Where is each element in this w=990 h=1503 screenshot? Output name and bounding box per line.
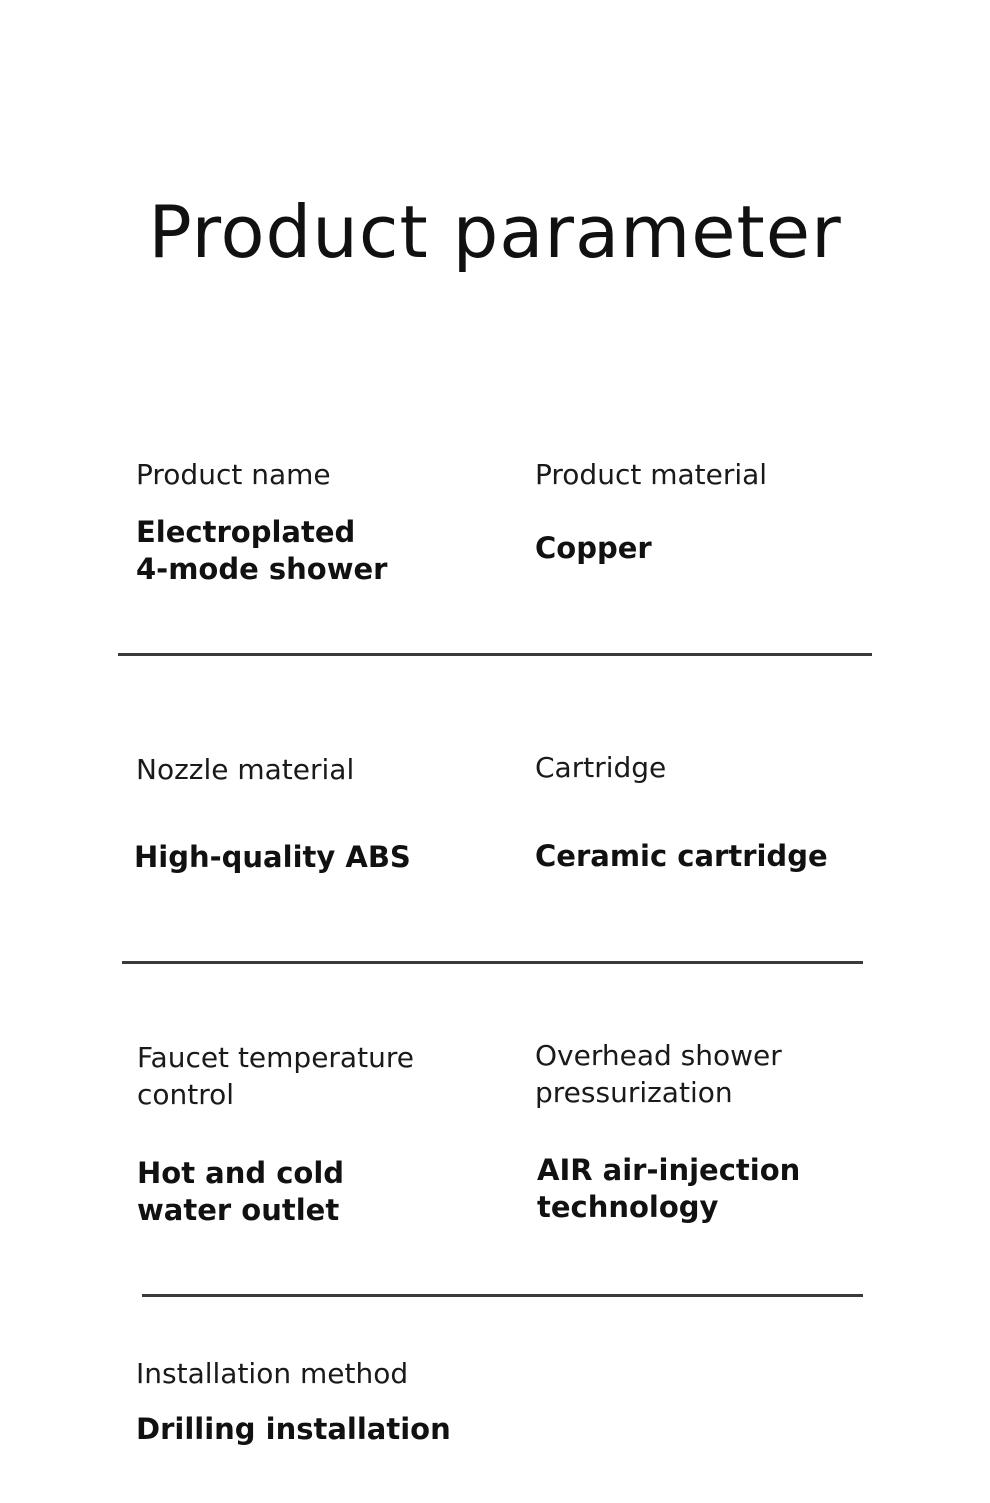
param-label-nozzle-material: Nozzle material (136, 753, 355, 786)
param-label-cartridge: Cartridge (535, 751, 667, 784)
param-value-cartridge: Ceramic cartridge (535, 839, 828, 873)
param-value-installation-method: Drilling installation (136, 1412, 451, 1446)
param-label-product-name: Product name (136, 458, 331, 491)
param-value-product-name: Electroplated 4-mode shower (136, 515, 388, 586)
page-title: Product parameter (148, 190, 842, 274)
param-value-nozzle-material: High-quality ABS (134, 840, 411, 874)
param-label-temperature-control: Faucet temperature control (137, 1041, 414, 1111)
section-divider (122, 961, 863, 964)
param-label-shower-pressurization: Overhead shower pressurization (535, 1039, 782, 1109)
param-label-installation-method: Installation method (136, 1357, 409, 1390)
section-divider (118, 653, 872, 656)
param-label-product-material: Product material (535, 458, 768, 491)
section-divider (142, 1294, 863, 1297)
param-value-shower-pressurization: AIR air-injection technology (537, 1153, 801, 1224)
param-value-temperature-control: Hot and cold water outlet (137, 1156, 345, 1227)
param-value-product-material: Copper (535, 531, 652, 565)
